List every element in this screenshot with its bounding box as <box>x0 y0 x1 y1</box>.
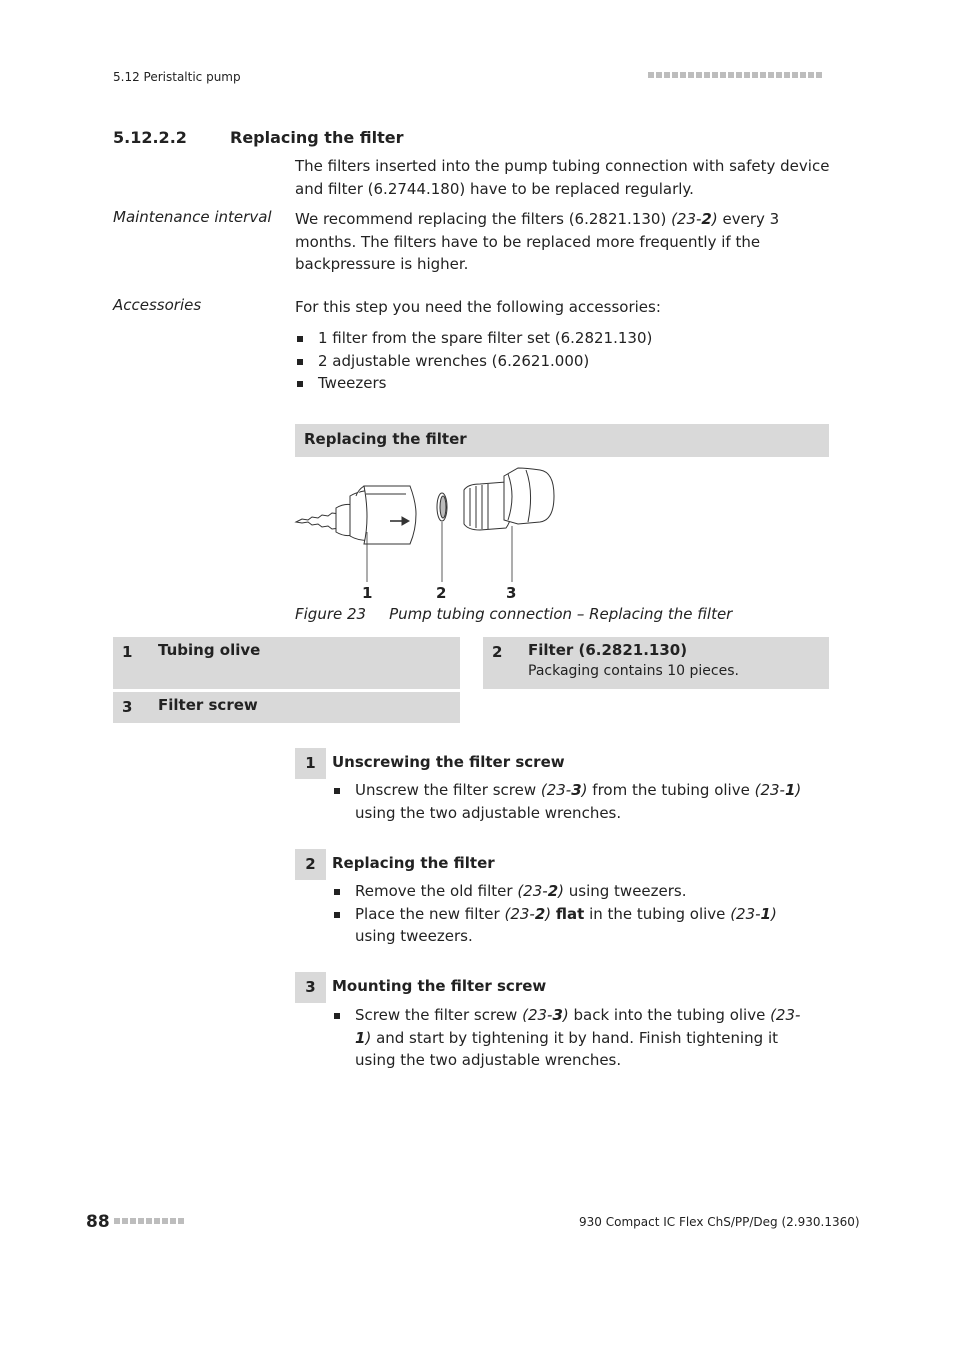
accessories-label: Accessories <box>113 296 202 314</box>
pump-tubing-connection-drawing <box>290 462 570 602</box>
list-item: Screw the filter screw (23-3) back into the tubing olive (23-1) and start by tightening it by hand. Finish tightening it using the two adjustable wrenches. <box>333 1004 809 1072</box>
figure-caption: Figure 23 Pump tubing connection – Replacing the filter <box>295 605 733 623</box>
step-title-2: Replacing the filter <box>332 854 495 872</box>
running-header-section: 5.12 Peristaltic pump <box>113 70 241 84</box>
maintenance-label: Maintenance interval <box>113 208 272 226</box>
step-number-3: 3 <box>295 972 326 1003</box>
accessories-intro: For this step you need the following accessories: <box>295 298 661 316</box>
procedure-title-bar <box>295 424 829 457</box>
legend-item-filter: 2 Filter (6.2821.130) Packaging contains 10 pieces. <box>483 637 829 689</box>
figure-illustration <box>290 462 570 602</box>
figure-label-2: 2 <box>436 584 447 602</box>
maintenance-paragraph: We recommend replacing the filters (6.2821.130) (23-2) every 3 months. The filters have to be replaced more frequently if the backpressure is higher. <box>295 210 780 273</box>
list-item: Tweezers <box>296 372 830 395</box>
list-item: Place the new filter (23-2) flat in the tubing olive (23-1) using tweezers. <box>333 903 809 948</box>
accessories-list <box>296 327 830 395</box>
procedure-title: Replacing the filter <box>304 430 467 448</box>
step-number-2: 2 <box>295 849 326 880</box>
footer-dots-decoration <box>114 1218 184 1224</box>
list-item: 1 filter from the spare filter set (6.2821.130) <box>296 327 830 350</box>
legend-item-tubing-olive: 1 Tubing olive <box>113 637 460 689</box>
step-title-1: Unscrewing the filter screw <box>332 753 565 771</box>
figure-label-3: 3 <box>506 584 517 602</box>
page-number: 88 <box>86 1212 110 1232</box>
section-number: 5.12.2.2 <box>113 128 187 147</box>
legend-item-filter-screw: 3 Filter screw <box>113 692 460 723</box>
section-title: Replacing the filter <box>230 128 404 147</box>
step-title-3: Mounting the filter screw <box>332 977 547 995</box>
document-title: 930 Compact IC Flex ChS/PP/Deg (2.930.1360) <box>579 1215 860 1229</box>
step-1-list <box>333 779 809 824</box>
list-item: Unscrew the filter screw (23-3) from the tubing olive (23-1) using the two adjustable wrenches. <box>333 779 809 824</box>
step-2-list <box>333 880 809 948</box>
header-dots-decoration <box>648 72 822 78</box>
list-item: 2 adjustable wrenches (6.2621.000) <box>296 350 830 373</box>
figure-label-1: 1 <box>362 584 373 602</box>
intro-paragraph: The filters inserted into the pump tubing connection with safety device and filter (6.2744.180) have to be replaced regularly. <box>295 157 830 198</box>
list-item: Remove the old filter (23-2) using tweezers. <box>333 880 809 903</box>
step-number-1: 1 <box>295 748 326 779</box>
step-3-list <box>333 1004 809 1072</box>
